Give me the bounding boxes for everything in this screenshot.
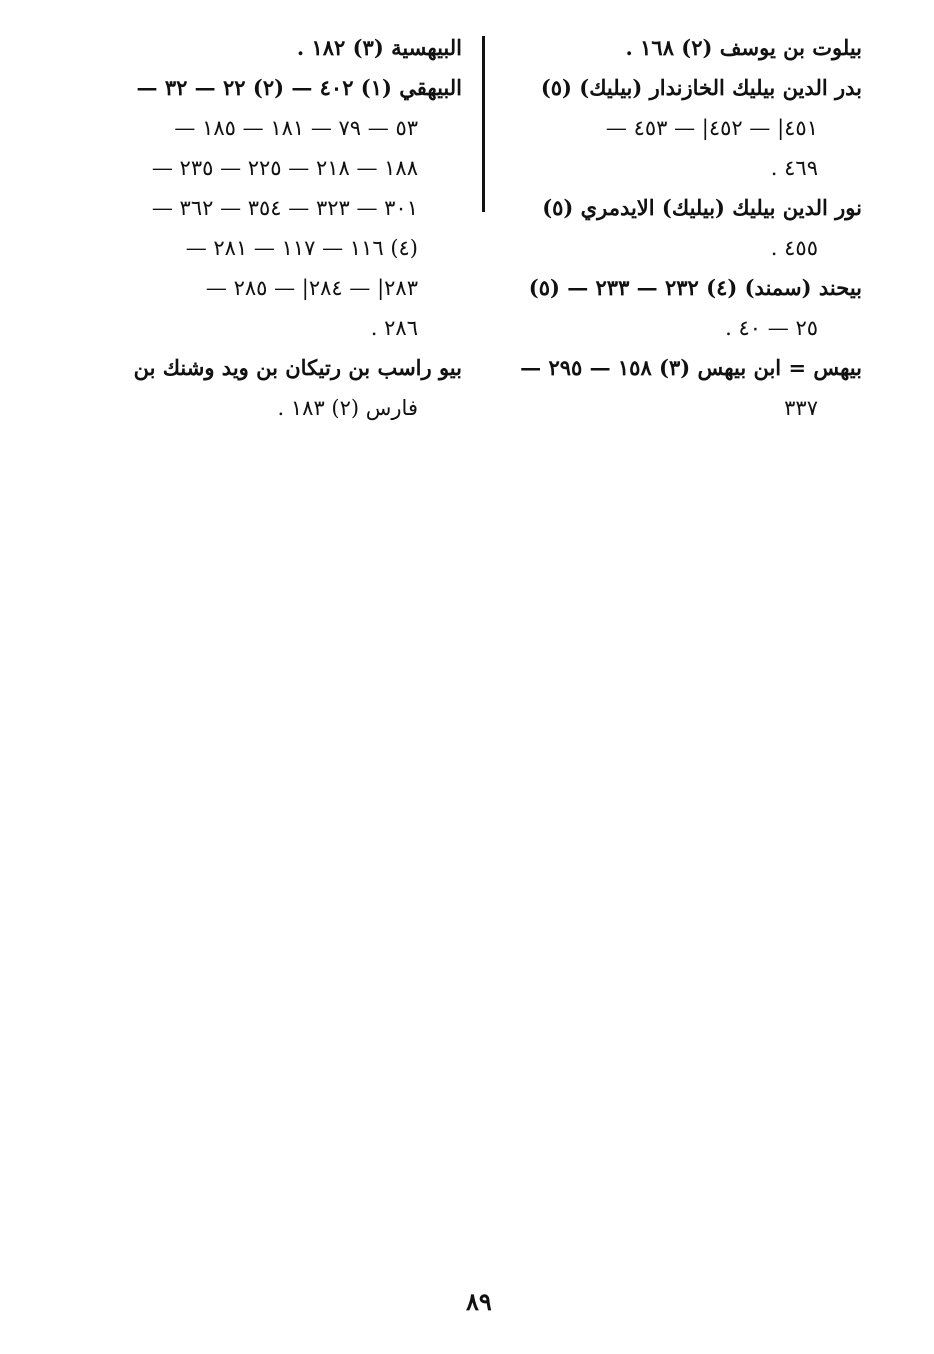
index-entry-line: بدر الدين بيليك الخازندار (بيليك) (٥) (540, 75, 862, 100)
index-entry-line: ٤٦٩ . (770, 156, 818, 180)
index-entry-line: نور الدين بيليك (بيليك) الايدمري (٥) (542, 195, 862, 220)
index-entry-line: البيهسية (٣) ١٨٢ . (296, 35, 462, 60)
index-entry-line: (٤) ١١٦ — ١١٧ — ٢٨١ — (185, 236, 418, 260)
index-entry-line: ٣٣٧ (784, 396, 818, 420)
index-column-left (112, 28, 462, 428)
page-number: ٨٩ (466, 1287, 492, 1316)
index-entry-line: بيهس = ابن بيهس (٣) ١٥٨ — ٢٩٥ — (520, 355, 862, 380)
column-divider (482, 36, 485, 212)
index-entry-line: البيهقي (١) ٤٠٢ — (٢) ٢٢ — ٣٢ — (136, 75, 462, 100)
index-entry-line: ١٨٨ — ٢١٨ — ٢٢٥ — ٢٣٥ — (151, 156, 418, 180)
index-entry-line: ٢٥ — ٤٠ . (725, 316, 818, 340)
index-entry-line: ٤٥٥ . (770, 236, 818, 260)
index-entry-line: ٥٣ — ٧٩ — ١٨١ — ١٨٥ — (174, 116, 418, 140)
index-entry-line: بيو راسب بن رتيكان بن ويد وشنك بن (133, 355, 462, 380)
index-entry-line: ٢٨٦ . (370, 316, 418, 340)
index-entry-line: ٣٠١ — ٣٢٣ — ٣٥٤ — ٣٦٢ — (151, 196, 418, 220)
index-entry-line: ٢٨٣| — ٢٨٤| — ٢٨٥ — (205, 276, 418, 300)
index-entry-line: بيلوت بن يوسف (٢) ١٦٨ . (625, 35, 862, 60)
index-entry-line: ٤٥١| — ٤٥٢| — ٤٥٣ — (605, 116, 818, 140)
index-column-right (512, 28, 862, 428)
index-entry-line: فارس (٢) ١٨٣ . (277, 396, 418, 420)
index-entry-line: بيحند (سمند) (٤) ٢٣٢ — ٢٣٣ — (٥) (528, 275, 862, 300)
